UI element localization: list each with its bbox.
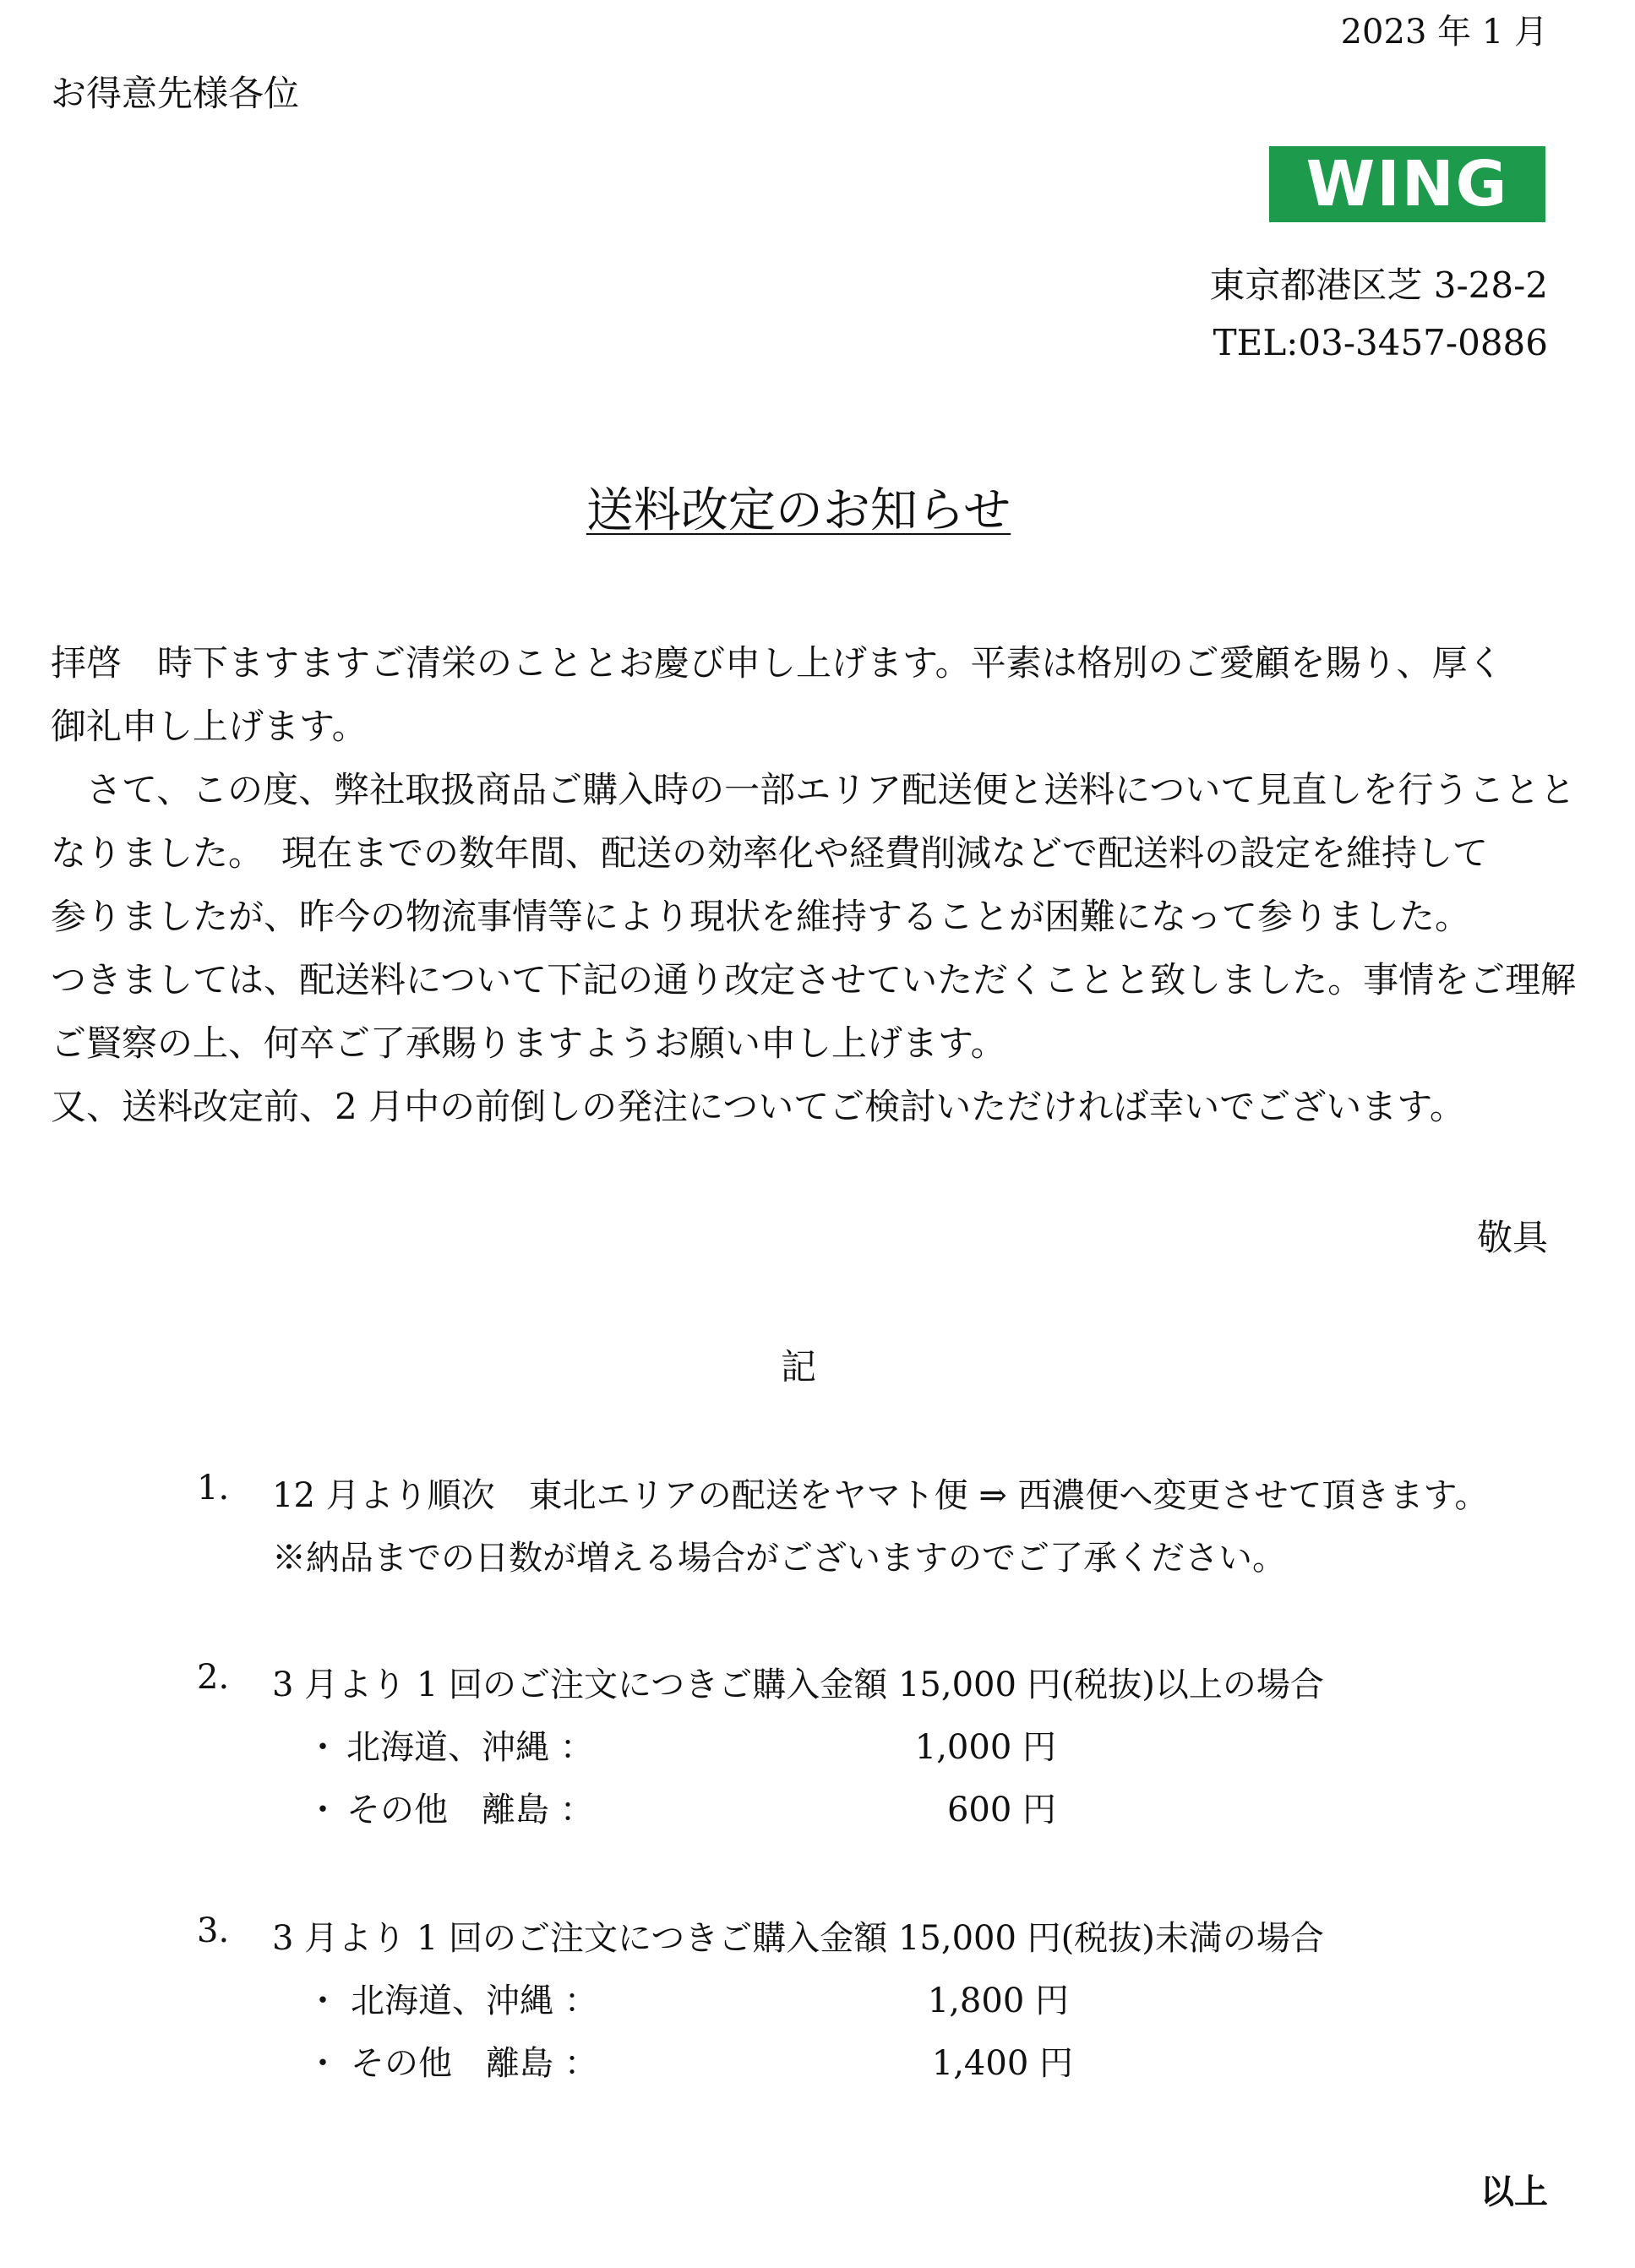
item-number: 1. [197, 1469, 230, 1507]
region-label: その他 離島 ： [351, 2044, 598, 2083]
body-line: つきましては、配送料について下記の通り改定させていただくことと致しました。事情をご理解 [51, 959, 1577, 1000]
body-line: さて、この度、弊社取扱商品ご購入時の一部エリア配送便と送料について見直しを行うことと [51, 769, 1576, 810]
region-label: 北海道、沖縄 ： [346, 1728, 594, 1767]
bullet: ・ [306, 1728, 340, 1767]
company-logo [1269, 146, 1545, 222]
company-tel: TEL:03-3457-0886 [1213, 322, 1548, 363]
item-note: ※納品までの日数が増える場合がございますのでご了承ください。 [272, 1539, 1286, 1578]
closing-keigu: 敬具 [1476, 1217, 1548, 1258]
company-address: 東京都港区芝 3-28-2 [1209, 264, 1548, 306]
body-line: 参りましたが、昨今の物流事情等により現状を維持することが困難になって参りました。 [51, 896, 1471, 937]
region-label: 北海道、沖縄 ： [351, 1982, 598, 2020]
price-value: 1,000 円 [914, 1728, 1056, 1767]
item-number: 3. [197, 1911, 230, 1950]
item-line: 3 月より 1 回のご注文につきご購入金額 15,000 円(税抜)未満の場合 [272, 1919, 1324, 1958]
item-line: 12 月より順次 東北エリアの配送をヤマト便 ⇒ 西濃便へ変更させて頂きます。 [272, 1476, 1489, 1515]
price-value: 1,400 円 [931, 2044, 1073, 2083]
ki-heading: 記 [780, 1346, 816, 1388]
item-number: 2. [197, 1658, 230, 1697]
body-line: 御礼申し上げます。 [51, 706, 368, 747]
bullet: ・ [306, 2044, 340, 2083]
region-label: その他 離島 ： [346, 1791, 594, 1829]
bullet: ・ [306, 1982, 340, 2020]
body-line: 又、送料改定前、2 月中の前倒しの発注についてご検討いただければ幸いでございます。 [51, 1086, 1465, 1127]
price-value: 1,800 円 [927, 1982, 1069, 2020]
body-line: なりました。 現在までの数年間、配送の効率化や経費削減などで配送料の設定を維持して [51, 832, 1489, 874]
item-line: 3 月より 1 回のご注文につきご購入金額 15,000 円(税抜)以上の場合 [272, 1666, 1324, 1704]
body-line: 拝啓 時下ますますご清栄のこととお慶び申し上げます。平素は格別のご愛顧を賜り、厚く [51, 642, 1503, 684]
document-title-text: 送料改定のお知らせ [586, 483, 1011, 538]
document-title [0, 473, 1597, 541]
body-line: ご賢察の上、何卒ご了承賜りますようお願い申し上げます。 [51, 1022, 1006, 1064]
price-value: 600 円 [946, 1791, 1056, 1829]
recipient: お得意先様各位 [51, 73, 300, 114]
logo-text: WING [1305, 148, 1509, 221]
document-date: 2023 年 1 月 [1340, 13, 1548, 52]
end-ijou: 以上 [1480, 2172, 1548, 2211]
bullet: ・ [306, 1791, 340, 1829]
